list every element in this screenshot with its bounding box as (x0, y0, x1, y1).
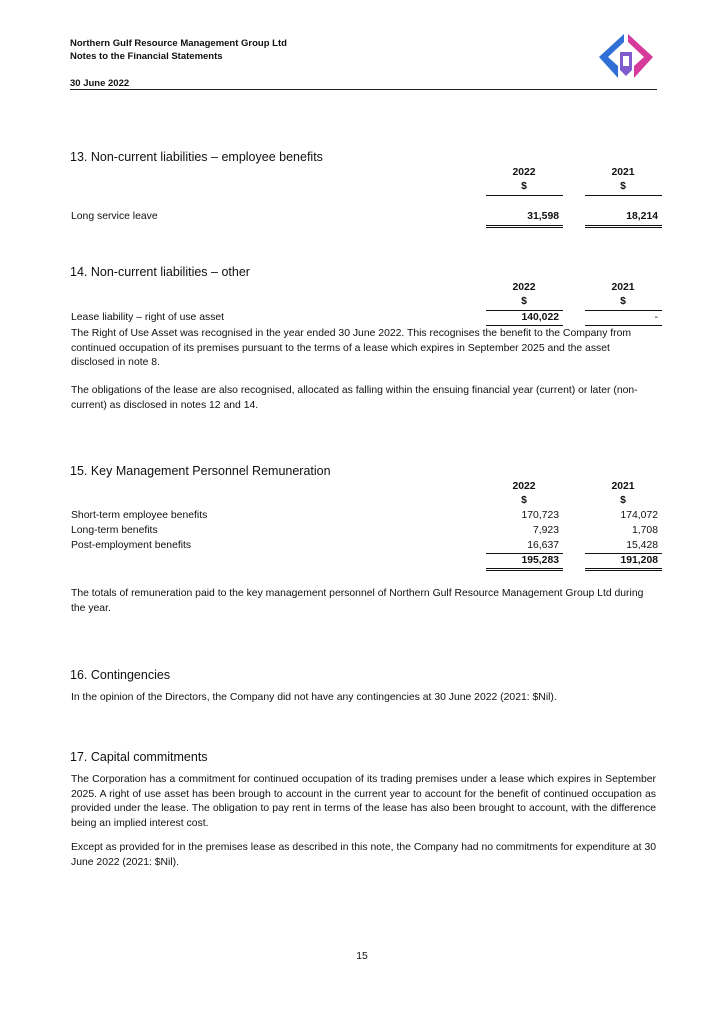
note15-row-value-2022: 170,723 (521, 510, 559, 521)
note15-total-2021: 191,208 (620, 555, 658, 566)
company-logo-icon (596, 30, 656, 82)
report-date: 30 June 2022 (70, 78, 130, 89)
note15-paragraph: The totals of remuneration paid to the key management personnel of Northern Gulf Resource Management Group Ltd during the year. (71, 588, 644, 614)
note13-total-rule-2021 (585, 225, 662, 226)
note15-row-value-2022: 7,923 (532, 525, 559, 536)
note14-col-2021: 2021 (611, 282, 635, 293)
note14-col-2022: 2022 (512, 282, 536, 293)
note14-paragraph-2: The obligations of the lease are also recognised, allocated as falling within the ensuing financial year (current) or later (non-current) as disclosed in notes 12 and 14. (71, 385, 638, 411)
note15-row-value-2021: 15,428 (626, 540, 658, 551)
note16-title: 16. Contingencies (70, 668, 171, 682)
document-subtitle: Notes to the Financial Statements (70, 51, 223, 62)
note14-total-rule-2021 (585, 325, 662, 326)
note13-col-2022: 2022 (512, 167, 536, 178)
note15-total-rule-2021 (585, 568, 662, 569)
note14-row-label: Lease liability – right of use asset (71, 312, 225, 323)
note15-currency-2021: $ (620, 495, 626, 506)
note13-title: 13. Non-current liabilities – employee benefits (70, 150, 323, 164)
note15-row-value-2021: 1,708 (631, 525, 658, 536)
note13-total-rule-2022 (486, 225, 563, 226)
note15-subtotal-rule-2022 (486, 553, 563, 554)
note14-value-2022: 140,022 (521, 312, 559, 323)
note17-paragraph-2: Except as provided for in the premises lease as described in this note, the Company had no commitments for expenditure at 30 June 2022 (2021: $Nil). (71, 842, 656, 868)
note14-col-rule-2021 (585, 310, 662, 311)
note13-col-rule-2022 (486, 195, 563, 196)
note17-paragraph-1: The Corporation has a commitment for continued occupation of its trading premises under a lease which expires in September 2025. A right of use asset has been brough to account in the current year to account for the benefit of continued occupation as provided under the lease. The obligation to pay rent in terms of the lease has also been brought to account, with the difference being an implied interest cost. (71, 774, 656, 829)
note14-total-rule-2022 (486, 325, 563, 326)
note16-paragraph: In the opinion of the Directors, the Company did not have any contingencies at 30 June 2022 (2021: $Nil). (71, 692, 557, 703)
note15-title: 15. Key Management Personnel Remuneration (70, 464, 331, 478)
note15-col-2022: 2022 (512, 481, 536, 492)
note15-row-label: Post-employment benefits (71, 540, 192, 551)
note15-row-label: Short-term employee benefits (71, 510, 208, 521)
note15-total-rule-2022 (486, 568, 563, 569)
note14-value-2021: - (654, 312, 658, 323)
note13-currency-2022: $ (521, 181, 527, 192)
note13-value-2022: 31,598 (527, 211, 559, 222)
note13-col-2021: 2021 (611, 167, 635, 178)
note13-total-rule2-2022 (486, 227, 563, 228)
note13-currency-2021: $ (620, 181, 626, 192)
note13-value-2021: 18,214 (626, 211, 658, 222)
note15-total-rule2-2021 (585, 570, 662, 571)
note15-row-label: Long-term benefits (71, 525, 158, 536)
note15-row-value-2021: 174,072 (620, 510, 658, 521)
note15-col-2021: 2021 (611, 481, 635, 492)
note14-title: 14. Non-current liabilities – other (70, 265, 250, 279)
page-number: 15 (356, 951, 368, 962)
note13-row-label: Long service leave (71, 211, 158, 222)
note14-col-rule-2022 (486, 310, 563, 311)
header-rule (70, 89, 657, 90)
note14-currency-2022: $ (521, 296, 527, 307)
note15-currency-2022: $ (521, 495, 527, 506)
note14-paragraph-1: The Right of Use Asset was recognised in the year ended 30 June 2022. This recognises the benefit to the Company from continued occupation of its premises pursuant to the terms of a lease which expires in September 2025 and the asset disclosed in note 8. (71, 328, 632, 369)
note15-total-rule2-2022 (486, 570, 563, 571)
note15-total-2022: 195,283 (521, 555, 559, 566)
note15-subtotal-rule-2021 (585, 553, 662, 554)
note14-currency-2021: $ (620, 296, 626, 307)
note13-total-rule2-2021 (585, 227, 662, 228)
note17-title: 17. Capital commitments (70, 750, 208, 764)
note13-col-rule-2021 (585, 195, 662, 196)
note15-row-value-2022: 16,637 (527, 540, 559, 551)
company-name: Northern Gulf Resource Management Group Ltd (70, 38, 287, 49)
